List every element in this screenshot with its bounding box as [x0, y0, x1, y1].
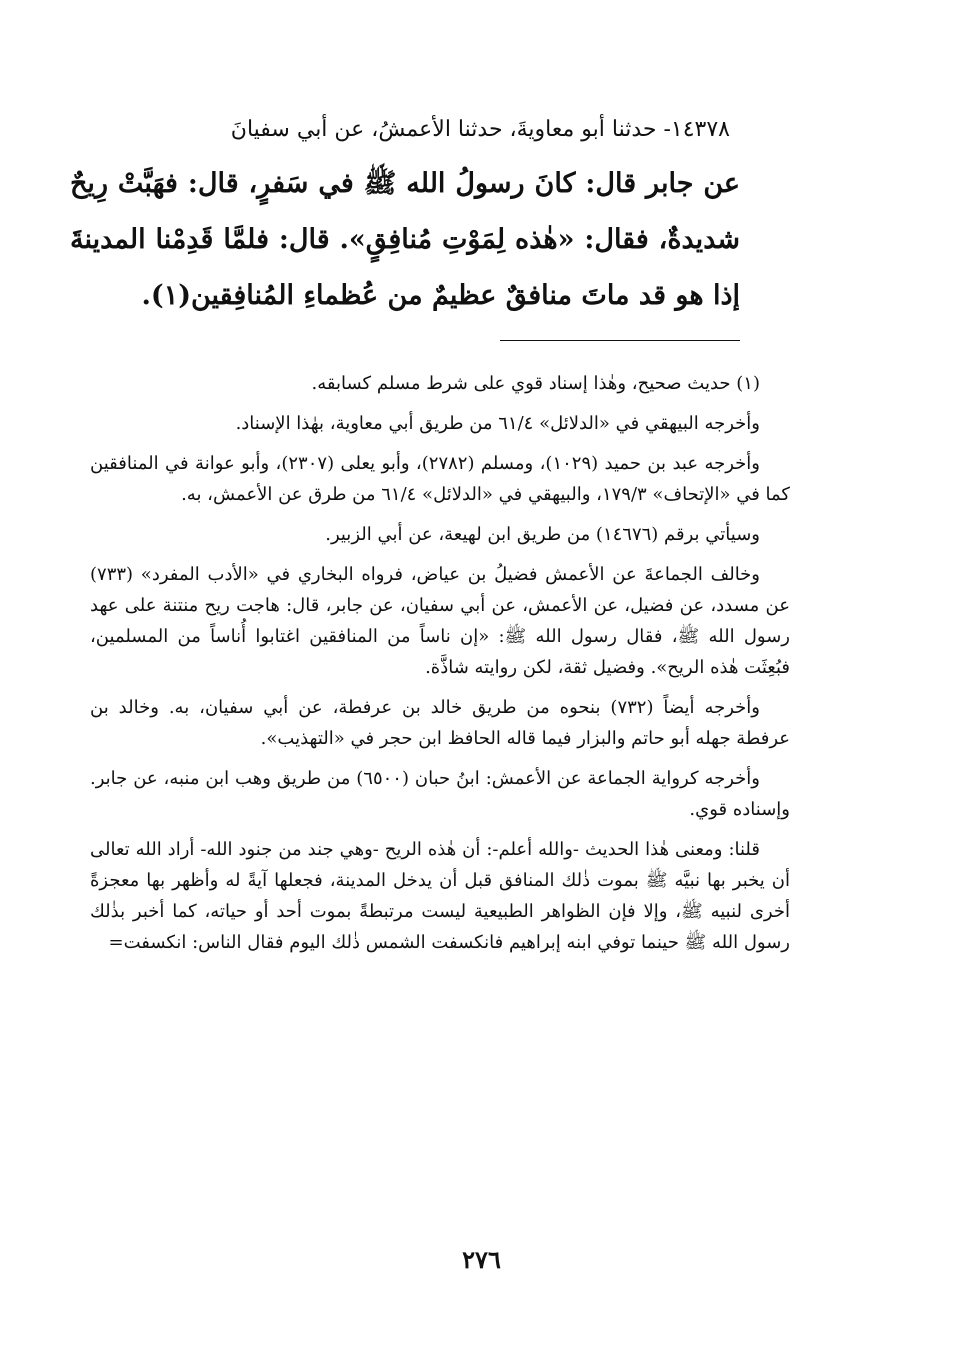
footnote-paragraph: قلنا: ومعنى هٰذا الحديث -والله أعلم-: أن هٰذه الريح -وهي جند من جنود الله- أراد الله تعالى أن يخبر بها نبيَّه ﷺ بموت ذٰلك المنافق قبل أن يدخل المدينة، فجعلها آيةً له وأظهر بها معجزةً أخرى لنبيه ﷺ، وإلا فإن الظواهر الطبيعية ليست مرتبطةً بموت أحد أو حياته، كما أخبر بذٰلك رسول الله ﷺ حينما توفي ابنه إبراهيم فانكسفت الشمس ذٰلك اليوم فقال الناس: انكسفت=: [90, 839, 790, 953]
footnote-paragraph: وأخرجه عبد بن حميد (١٠٢٩)، ومسلم (٢٧٨٢)، وأبو يعلى (٢٣٠٧)، وأبو عوانة في المنافقين كما في «الإتحاف» ١٧٩/٣، والبيهقي في «الدلائل» ٦١/٤ من طرق عن الأعمش، به.: [90, 453, 790, 505]
page-number: ٢٧٦: [462, 1245, 501, 1274]
footnote-paragraph: وأخرجه أيضاً (٧٣٢) بنحوه من طريق خالد بن عرفطة، عن أبي سفيان، به. وخالد بن عرفطة جهله أبو حاتم والبزار فيما قاله الحافظ ابن حجر في «التهذيب».: [90, 697, 790, 749]
footnote-paragraph: (١) حديث صحيح، وهٰذا إسناد قوي على شرط مسلم كسابقه.: [311, 373, 760, 394]
footnote-paragraph: وسيأتي برقم (١٤٦٧٦) من طريق ابن لهيعة، عن أبي الزبير.: [325, 524, 760, 545]
footnotes-section: [90, 368, 790, 967]
footnote-paragraph: وأخرجه كرواية الجماعة عن الأعمش: ابنُ حبان (٦٥٠٠) من طريق وهب ابن منبه، عن جابر. وإسناده قوي.: [90, 768, 790, 820]
hadith-isnad: ١٤٣٧٨- حدثنا أبو معاويةَ، حدثنا الأعمشُ، عن أبي سفيانَ: [230, 117, 730, 142]
footnote-paragraph: وأخرجه البيهقي في «الدلائل» ٦١/٤ من طريق أبي معاوية، بهٰذا الإسناد.: [235, 413, 760, 434]
footnote-separator: [500, 340, 740, 341]
hadith-block: [70, 110, 740, 324]
hadith-text: عن جابر قال: كانَ رسولُ الله ﷺ في سَفرٍ، قال: فهَبَّتْ رِيحٌ شديدةٌ، فقال: «هٰذه لِمَوْتِ مُنافِقٍ». قال: فلمَّا قَدِمْنا المدينةَ إذا هو قد ماتَ منافقٌ عظيمٌ من عُظماءِ المُنافِقين(١).: [70, 168, 740, 311]
footnote-paragraph: وخالف الجماعةَ عن الأعمش فضيلُ بن عياض، فرواه البخاري في «الأدب المفرد» (٧٣٣) عن مسدد، عن فضيل، عن الأعمش، عن أبي سفيان، عن جابر، قال: هاجت ريح منتنة على عهد رسول الله ﷺ، فقال رسول الله ﷺ: «إن ناساً من المنافقين اغتابوا أُناساً من المسلمين، فبُعِثَت هٰذه الريح». وفضيل ثقة، لكن روايته شاذَّة.: [90, 564, 790, 678]
